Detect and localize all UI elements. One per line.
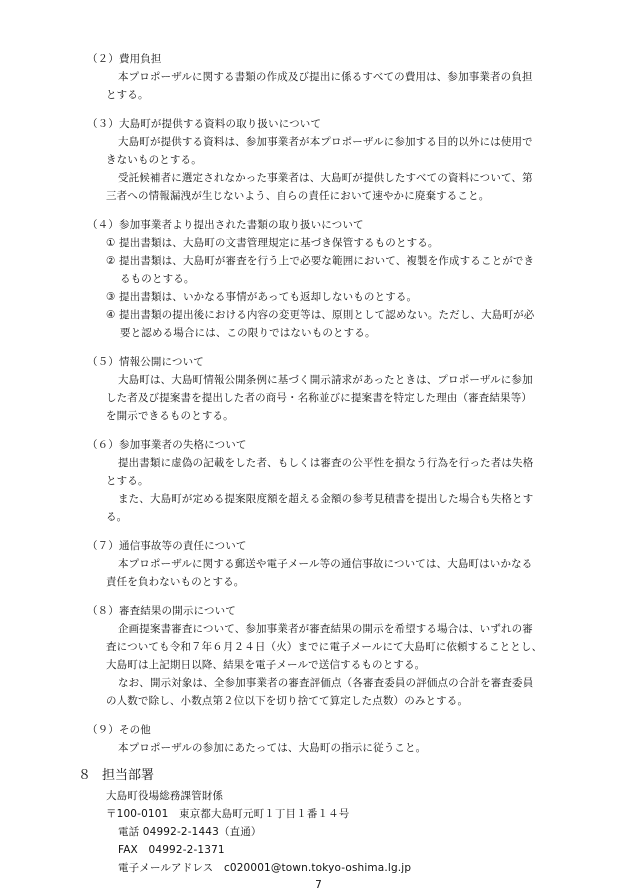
section-6-line: 提出書類に虚偽の記載をした者、もしくは審査の公平性を損なう行為を行った者は失格 xyxy=(118,457,534,469)
section-2-line: 本プロポーザルに関する書類の作成及び提出に係るすべての費用は、参加事業者の負担 xyxy=(118,71,533,83)
section-8-line: なお、開示対象は、全参加事業者の審査評価点（各審査委員の評価点の合計を審査委員 xyxy=(118,677,534,689)
section-6-line: とする。 xyxy=(106,475,149,487)
section-4-item: ① 提出書類は、大島町の文書管理規定に基づき保管するものとする。 xyxy=(106,237,439,249)
section-8-line: 企画提案書審査について、参加事業者が審査結果の開示を希望する場合は、いずれの審 xyxy=(118,623,533,635)
section-2-heading: （２）費用負担 xyxy=(87,53,162,65)
section-3-line: きないものとする。 xyxy=(106,154,202,166)
section-4-item: ④ 提出書類の提出後における内容の変更等は、原則として認めない。ただし、大島町が必 xyxy=(106,309,535,321)
section-5-heading: （５）情報公開について xyxy=(87,356,204,368)
section-3-line: 大島町が提供する資料は、参加事業者が本プロポーザルに参加する目的以外には使用で xyxy=(118,136,533,148)
contact-email[interactable]: 電子メールアドレス c020001@town.tokyo-oshima.lg.jp xyxy=(118,862,412,874)
section-8-line: の人数で除し、小数点第２位以下を切り捨てて算定した点数）のみとする。 xyxy=(106,695,469,707)
contact-address: 〒100-0101 東京都大島町元町１丁目１番１４号 xyxy=(106,808,350,820)
section-3-line: 受託候補者に選定されなかった事業者は、大島町が提供したすべての資料について、第 xyxy=(118,172,533,184)
section-8-heading: （８）審査結果の開示について xyxy=(87,605,236,617)
section-5-line: を開示できるものとする。 xyxy=(106,410,234,422)
section-7-heading: （７）通信事故等の責任について xyxy=(87,540,247,552)
section-6-line: また、大島町が定める提案限度額を超える金額の参考見積書を提出した場合も失格とす xyxy=(118,493,534,505)
page-number: 7 xyxy=(315,879,322,891)
section-7-line: 本プロポーザルに関する郵送や電子メール等の通信事故については、大島町はいかなる xyxy=(118,558,533,570)
section-4-item-cont: 要と認める場合には、この限りではないものとする。 xyxy=(120,327,376,339)
section-3-heading: （３）大島町が提供する資料の取り扱いについて xyxy=(87,118,322,130)
section-9-heading: （９）その他 xyxy=(87,724,151,736)
section-7-line: 責任を負わないものとする。 xyxy=(106,576,245,588)
section-9-line: 本プロポーザルの参加にあたっては、大島町の指示に従うこと。 xyxy=(118,742,427,754)
contact-section-title: 担当部署 xyxy=(102,768,155,783)
contact-section-number: ８ xyxy=(78,768,92,783)
contact-fax: FAX 04992-2-1371 xyxy=(118,844,225,856)
section-8-line: 査についても令和７年６月２４日（火）までに電子メールにて大島町に依頼することとし、 xyxy=(106,641,543,653)
section-4-heading: （４）参加事業者より提出された書類の取り扱いについて xyxy=(87,219,364,231)
contact-department: 大島町役場総務課管財係 xyxy=(106,790,224,802)
section-8-line: 大島町は上記期日以降、結果を電子メールで送信するものとする。 xyxy=(106,659,426,671)
section-4-item: ② 提出書類は、大島町が審査を行う上で必要な範囲において、複製を作成することができ xyxy=(106,255,535,267)
section-6-heading: （６）参加事業者の失格について xyxy=(87,439,247,451)
section-4-item: ③ 提出書類は、いかなる事情があっても返却しないものとする。 xyxy=(106,291,418,303)
section-5-line: 大島町は、大島町情報公開条例に基づく開示請求があったときは、プロポーザルに参加 xyxy=(118,374,533,386)
section-4-item-cont: るものとする。 xyxy=(120,273,195,285)
section-6-line: る。 xyxy=(106,511,128,523)
contact-phone: 電話 04992-2-1443（直通） xyxy=(118,826,262,838)
section-2-line: とする。 xyxy=(106,89,149,101)
section-3-line: 三者への情報漏洩が生じないよう、自らの責任において速やかに廃棄すること。 xyxy=(106,190,490,202)
section-5-line: した者及び提案書を提出した者の商号・名称並びに提案書を特定した理由（審査結果等） xyxy=(106,392,532,404)
